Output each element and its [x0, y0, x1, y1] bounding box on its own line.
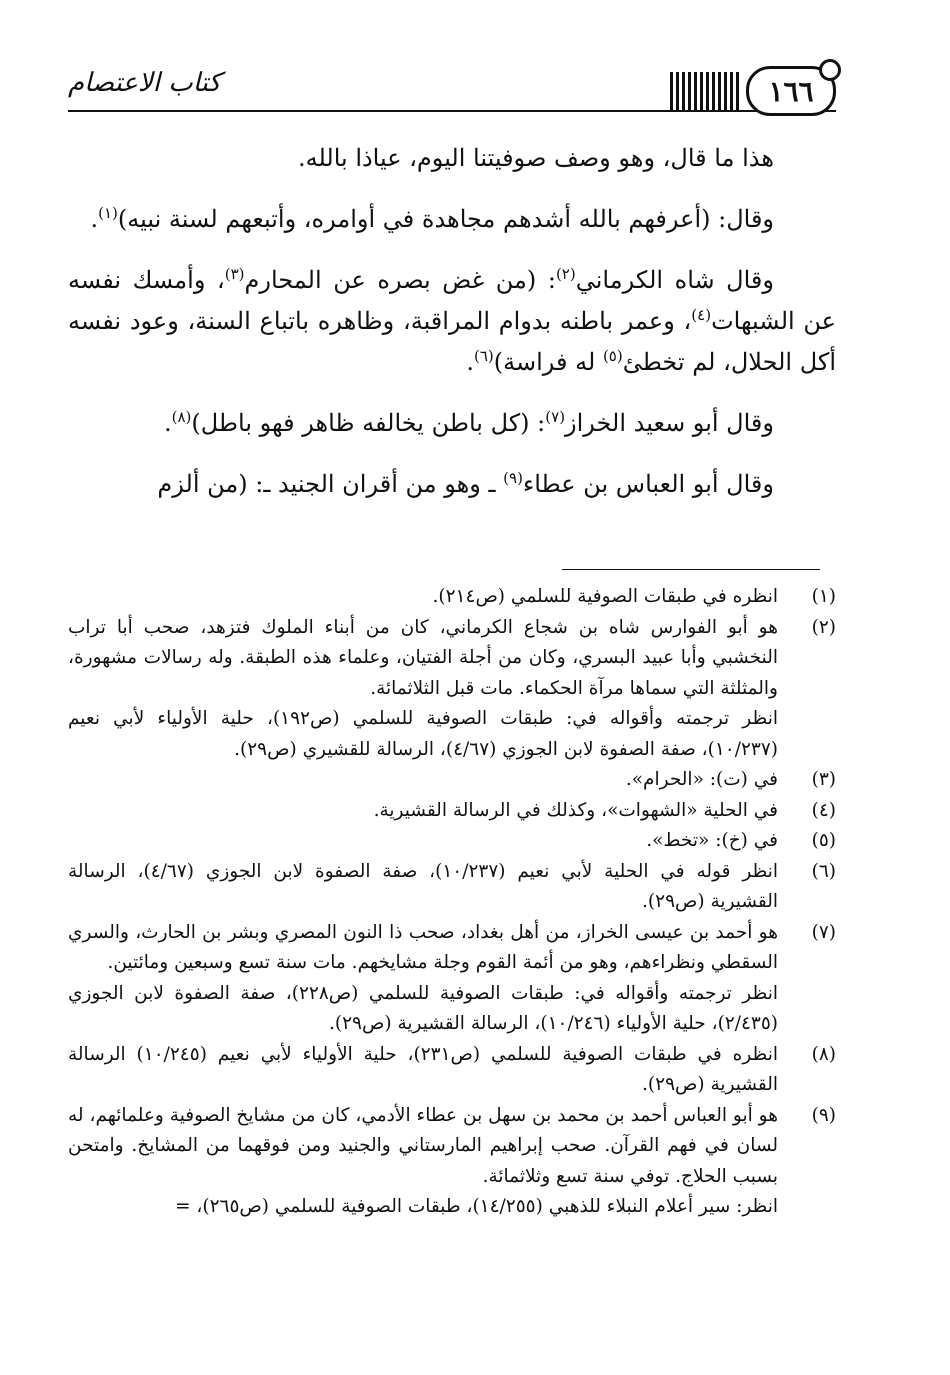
- paragraph-5: وقال أبو العباس بن عطاء$^{(٩)}$ ـ وهو من أقران الجنيد ـ: (من ألزم: [157, 469, 774, 498]
- footnote-5: [68, 826, 836, 857]
- footnote-2: [68, 613, 836, 766]
- main-text: [68, 138, 836, 525]
- footnote-text: هو أبو العباس أحمد بن محمد بن سهل بن عطاء الأدمي، كان من مشايخ الصوفية وعلمائهم، له لسان في فهم القرآن. صحب إبراهيم المارستاني والجنيد ومن فوقهما من المشايخ. وامتحن بسبب الحلاج. توفي سنة تسع وثلاثمائة.: [68, 1104, 778, 1187]
- page-header: [68, 66, 836, 116]
- footnote-8: [68, 1040, 836, 1101]
- footnote-text: انظره في طبقات الصوفية للسلمي (ص٢٣١)، حلية الأولياء لأبي نعيم (١٠/٢٤٥) الرسالة القشيرية (ص٢٩).: [68, 1043, 779, 1095]
- footnote-1: [68, 582, 836, 613]
- page-number: [746, 66, 836, 116]
- footnote-text: انظر: سير أعلام النبلاء للذهبي (١٤/٢٥٥)، طبقات الصوفية للسلمي (ص٢٦٥)، =: [175, 1196, 778, 1217]
- footnote-text: في (خ): «تخط».: [646, 830, 778, 851]
- footnote-text: في (ت): «الحرام».: [625, 769, 778, 790]
- footnote-text: انظر ترجمته وأقواله في: طبقات الصوفية للسلمي (ص٢٢٨)، صفة الصفوة لابن الجوزي (٢/٤٣٥)، حلية الأولياء (١٠/٢٤٦)، الرسالة القشيرية (ص٢٩).: [68, 982, 778, 1034]
- paragraph-3: وقال شاه الكرماني$^{(٢)}$: (من غض بصره عن المحارم$^{(٣)}$، وأمسك نفسه عن الشبهات$^{(٤)}$، وعمر باطنه بدوام المراقبة، وظاهره باتباع السنة، وعود نفسه أكل الحلال، لم تخطئ$^{(٥)}$ له فراسة)$^{(٦)}$.: [68, 265, 836, 376]
- paragraph-1: هذا ما قال، وهو وصف صوفيتنا اليوم، عياذا بالله.: [297, 144, 774, 172]
- footnote-4: [68, 796, 836, 827]
- footnote-3: [68, 765, 836, 796]
- footnote-ref-2: (٢): [555, 265, 576, 283]
- footnote-separator: [562, 569, 820, 570]
- footnote-number: (٥): [811, 830, 836, 851]
- footnote-number: (٧): [811, 921, 836, 943]
- footnote-text: هو أبو الفوارس شاه بن شجاع الكرماني، كان من أبناء الملوك فتزهد، صحب أبا تراب النخشبي وأبا عبيد البسري، وكان من أجلة الفتيان، وعلماء هذه الطبقة. وله رسالات مشهورة، والمثلثة التي سماها مرآة الحكماء. مات قبل الثلاثمائة.: [68, 616, 778, 699]
- header-rule: [68, 110, 836, 112]
- paragraph-4: وقال أبو سعيد الخراز$^{(٧)}$: (كل باطن يخالفه ظاهر فهو باطل)$^{(٨)}$.: [163, 408, 774, 437]
- footnote-9: [68, 1101, 836, 1223]
- footnote-ref-7: (٧): [545, 408, 566, 426]
- footnote-text: في الحلية «الشهوات»، وكذلك في الرسالة القشيرية.: [373, 799, 778, 821]
- footnote-text: انظر قوله في الحلية لأبي نعيم (١٠/٢٣٧)، صفة الصفوة لابن الجوزي (٤/٦٧)، الرسالة القشيرية (ص٢٩).: [68, 860, 778, 912]
- footnote-number: (٤): [811, 799, 836, 821]
- footnote-7: [68, 918, 836, 1040]
- footnote-ref-1: (١): [98, 204, 118, 222]
- footnote-number: (٨): [811, 1043, 836, 1065]
- footnote-number: (٣): [811, 769, 836, 790]
- badge-ornament-ring: [819, 59, 841, 81]
- footnote-ref-6: (٦): [473, 347, 494, 365]
- header-ornament: [670, 72, 740, 110]
- footnote-number: (٢): [811, 616, 836, 638]
- footnote-text: انظر ترجمته وأقواله في: طبقات الصوفية للسلمي (ص١٩٢)، حلية الأولياء لأبي نعيم (١٠/٢٣٧)، صفة الصفوة لابن الجوزي (٤/٦٧)، الرسالة للقشيري (ص٢٩).: [68, 708, 778, 760]
- footnote-number: (٦): [811, 860, 836, 882]
- footnote-number: (١): [811, 586, 836, 607]
- footnote-ref-8: (٨): [171, 408, 192, 426]
- footnote-ref-5: (٥): [602, 347, 623, 365]
- book-title: كتاب الاعتصام: [68, 68, 221, 98]
- footnote-number: (٩): [811, 1104, 836, 1126]
- footnote-ref-3: (٣): [224, 265, 245, 283]
- footnote-ref-9: (٩): [503, 469, 523, 487]
- footnote-6: [68, 857, 836, 918]
- footnote-ref-4: (٤): [691, 306, 712, 324]
- page-number-text: ١٦٦: [768, 74, 814, 108]
- footnote-text: هو أحمد بن عيسى الخراز، من أهل بغداد، صحب ذا النون المصري وبشر بن الحارث، والسري السقطي ونظراءهم، وهو من أئمة القوم وجلة مشايخهم. مات سنة تسع وسبعين ومائتين.: [68, 921, 778, 973]
- footnotes: [68, 582, 836, 1223]
- paragraph-2: وقال: (أعرفهم بالله أشدهم مجاهدة في أوامره، وأتبعهم لسنة نبيه)$^{(١)}$.: [90, 204, 774, 233]
- footnote-text: انظره في طبقات الصوفية للسلمي (ص٢١٤).: [432, 586, 778, 607]
